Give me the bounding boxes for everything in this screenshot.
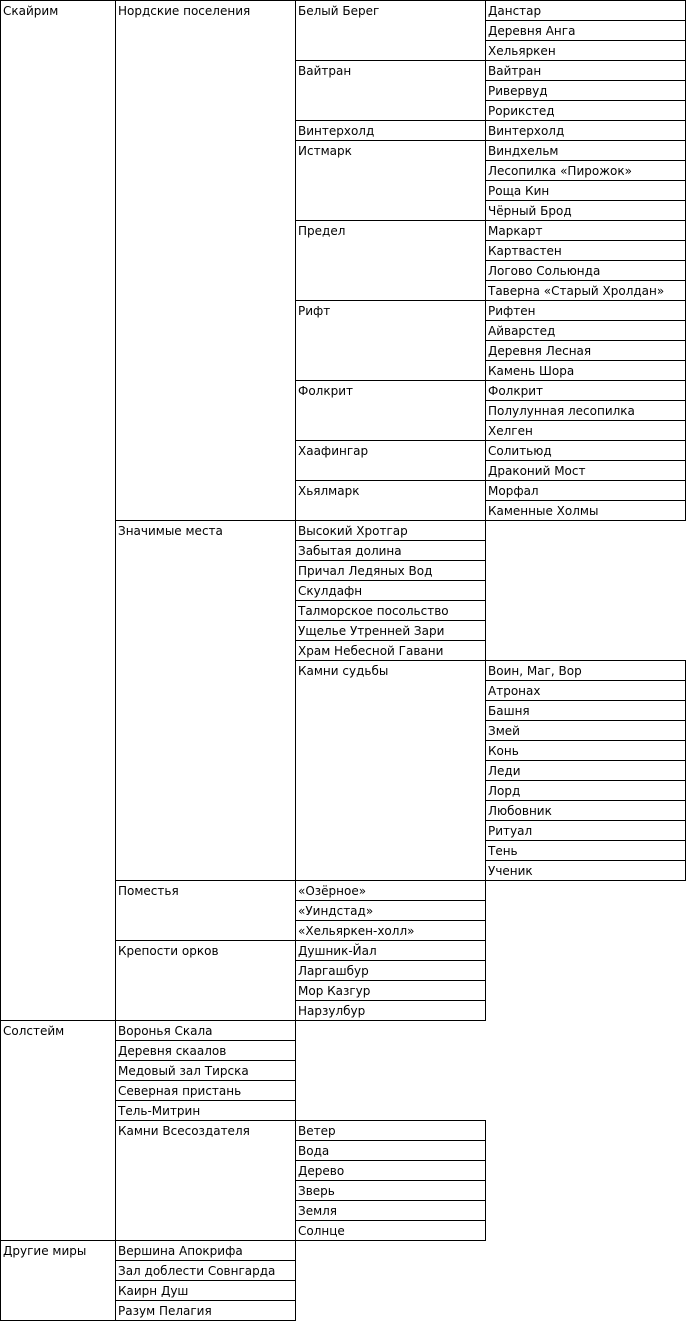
level3-cell: Земля: [295, 1200, 486, 1221]
level2-cell: Значимые места: [115, 520, 296, 881]
level3-cell: «Озёрное»: [295, 880, 486, 901]
region-cell: Солстейм: [0, 1020, 116, 1241]
level4-cell: Морфал: [485, 480, 686, 501]
level3-cell: Душник-Йал: [295, 940, 486, 961]
level4-cell: Логово Сольюнда: [485, 260, 686, 281]
level3-cell: Зверь: [295, 1180, 486, 1201]
level4-cell: Вайтран: [485, 60, 686, 81]
level3-cell: Мор Казгур: [295, 980, 486, 1001]
level4-cell: Фолкрит: [485, 380, 686, 401]
level4-cell: Виндхельм: [485, 140, 686, 161]
level4-cell: Змей: [485, 720, 686, 741]
level4-cell: Лесопилка «Пирожок»: [485, 160, 686, 181]
level3-cell: Хьялмарк: [295, 480, 486, 521]
level4-cell: Камень Шора: [485, 360, 686, 381]
level4-cell: Хельяркен: [485, 40, 686, 61]
level2-cell: Северная пристань: [115, 1080, 296, 1101]
level3-cell: Высокий Хротгар: [295, 520, 486, 541]
level3-cell: Дерево: [295, 1160, 486, 1181]
level4-cell: Чёрный Брод: [485, 200, 686, 221]
level2-cell: Крепости орков: [115, 940, 296, 1021]
level4-cell: Атронах: [485, 680, 686, 701]
level3-cell: Вода: [295, 1140, 486, 1161]
level4-cell: Лорд: [485, 780, 686, 801]
level4-cell: Леди: [485, 760, 686, 781]
level3-cell: Талморское посольство: [295, 600, 486, 621]
level3-cell: Солнце: [295, 1220, 486, 1241]
level4-cell: Ученик: [485, 860, 686, 881]
level4-cell: Маркарт: [485, 220, 686, 241]
level4-cell: Конь: [485, 740, 686, 761]
level3-cell: Ущелье Утренней Зари: [295, 620, 486, 641]
level3-cell: Ветер: [295, 1120, 486, 1141]
level4-cell: Полулунная лесопилка: [485, 400, 686, 421]
level2-cell: Деревня скаалов: [115, 1040, 296, 1061]
level2-cell: Камни Всесоздателя: [115, 1120, 296, 1241]
level2-cell: Каирн Душ: [115, 1280, 296, 1301]
level3-cell: Хаафингар: [295, 440, 486, 481]
level4-cell: Картвастен: [485, 240, 686, 261]
level2-cell: Нордские поселения: [115, 0, 296, 521]
region-cell: Другие миры: [0, 1240, 116, 1321]
level4-cell: Деревня Анга: [485, 20, 686, 41]
region-cell: Скайрим: [0, 0, 116, 1021]
level3-cell: Винтерхолд: [295, 120, 486, 141]
level3-cell: Камни судьбы: [295, 660, 486, 881]
level2-cell: Воронья Скала: [115, 1020, 296, 1041]
level3-cell: Вайтран: [295, 60, 486, 121]
level3-cell: Скулдафн: [295, 580, 486, 601]
level4-cell: Драконий Мост: [485, 460, 686, 481]
level4-cell: Деревня Лесная: [485, 340, 686, 361]
level4-cell: Любовник: [485, 800, 686, 821]
level2-cell: Зал доблести Совнгарда: [115, 1260, 296, 1281]
level4-cell: Хелген: [485, 420, 686, 441]
level4-cell: Башня: [485, 700, 686, 721]
level4-cell: Винтерхолд: [485, 120, 686, 141]
level2-cell: Тель-Митрин: [115, 1100, 296, 1121]
level3-cell: Истмарк: [295, 140, 486, 221]
level3-cell: Белый Берег: [295, 0, 486, 61]
level3-cell: Нарзулбур: [295, 1000, 486, 1021]
level4-cell: Данстар: [485, 0, 686, 21]
level3-cell: Фолкрит: [295, 380, 486, 441]
level4-cell: Ритуал: [485, 820, 686, 841]
level4-cell: Воин, Маг, Вор: [485, 660, 686, 681]
level3-cell: «Хельяркен-холл»: [295, 920, 486, 941]
level2-cell: Медовый зал Тирска: [115, 1060, 296, 1081]
level2-cell: Вершина Апокрифа: [115, 1240, 296, 1261]
level3-cell: Рифт: [295, 300, 486, 381]
level3-cell: Причал Ледяных Вод: [295, 560, 486, 581]
level3-cell: «Уиндстад»: [295, 900, 486, 921]
level4-cell: Каменные Холмы: [485, 500, 686, 521]
level4-cell: Роща Кин: [485, 180, 686, 201]
level4-cell: Ривервуд: [485, 80, 686, 101]
level4-cell: Тень: [485, 840, 686, 861]
level3-cell: Храм Небесной Гавани: [295, 640, 486, 661]
level4-cell: Таверна «Старый Хролдан»: [485, 280, 686, 301]
level4-cell: Солитьюд: [485, 440, 686, 461]
level4-cell: Айварстед: [485, 320, 686, 341]
level3-cell: Предел: [295, 220, 486, 301]
level3-cell: Ларгашбур: [295, 960, 486, 981]
level3-cell: Забытая долина: [295, 540, 486, 561]
level4-cell: Рорикстед: [485, 100, 686, 121]
level4-cell: Рифтен: [485, 300, 686, 321]
level2-cell: Поместья: [115, 880, 296, 941]
level2-cell: Разум Пелагия: [115, 1300, 296, 1321]
